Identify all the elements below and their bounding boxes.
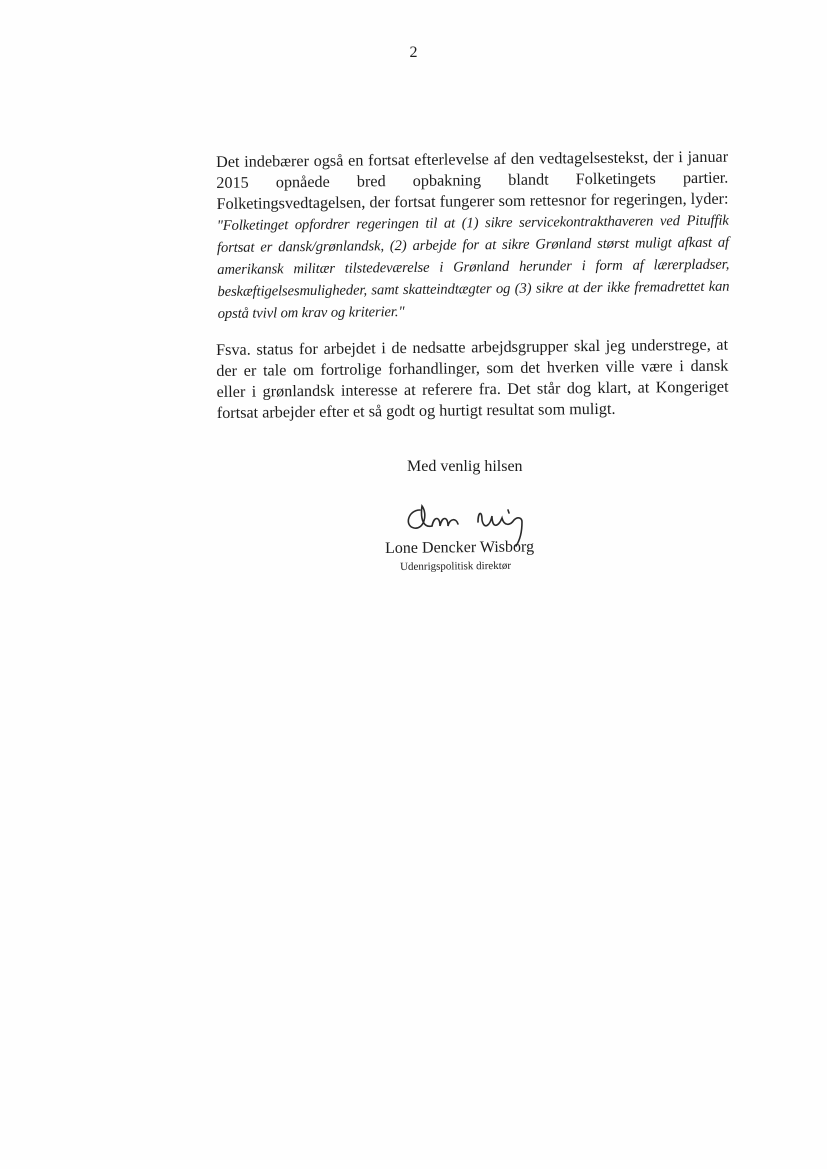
paragraph-status: Fsva. status for arbejdet i de nedsatte arbejdsgrupper skal jeg understrege, at der er tale om fortrolige forhandlinger, som det hverken ville være i dansk eller i grønlandsk interesse at referere fra. Det står dog klart, at Kongeriget fortsat arbejder efter et så godt og hurtigt resultat som muligt.: [216, 335, 729, 422]
resolution-quote: "Folketinget opfordrer regeringen til at (1) sikre servicekontrakthaveren ved Pituffik fortsat er dansk/grønlandsk, (2) arbejde for at sikre Grønland størst muligt afkast af amerikansk militær tilstedeværelse i Grønland herunder i form af lærerpladser, beskæftigelsesmuligheder, samt skatteindtægter og (3) sikre at der ikke fremadrettet kan opstå tvivl om krav og kriterier.": [216, 212, 730, 322]
paragraph-resolution: [216, 147, 730, 325]
paragraph-intro-text: Det indebærer også en fortsat efterlevelse af den vedtagelsestekst, der i januar 2015 opnåede bred opbakning blandt Folketingets partier. Folketingsvedtagelsen, der fortsat fungerer som rettesnor for regeringen, lyder:: [216, 147, 729, 213]
closing-greeting: Med venlig hilsen: [407, 458, 523, 475]
page-number: 2: [409, 44, 418, 61]
signer-title: Udenrigspolitisk direktør: [400, 559, 512, 573]
signer-name: Lone Dencker Wisborg: [385, 538, 535, 557]
